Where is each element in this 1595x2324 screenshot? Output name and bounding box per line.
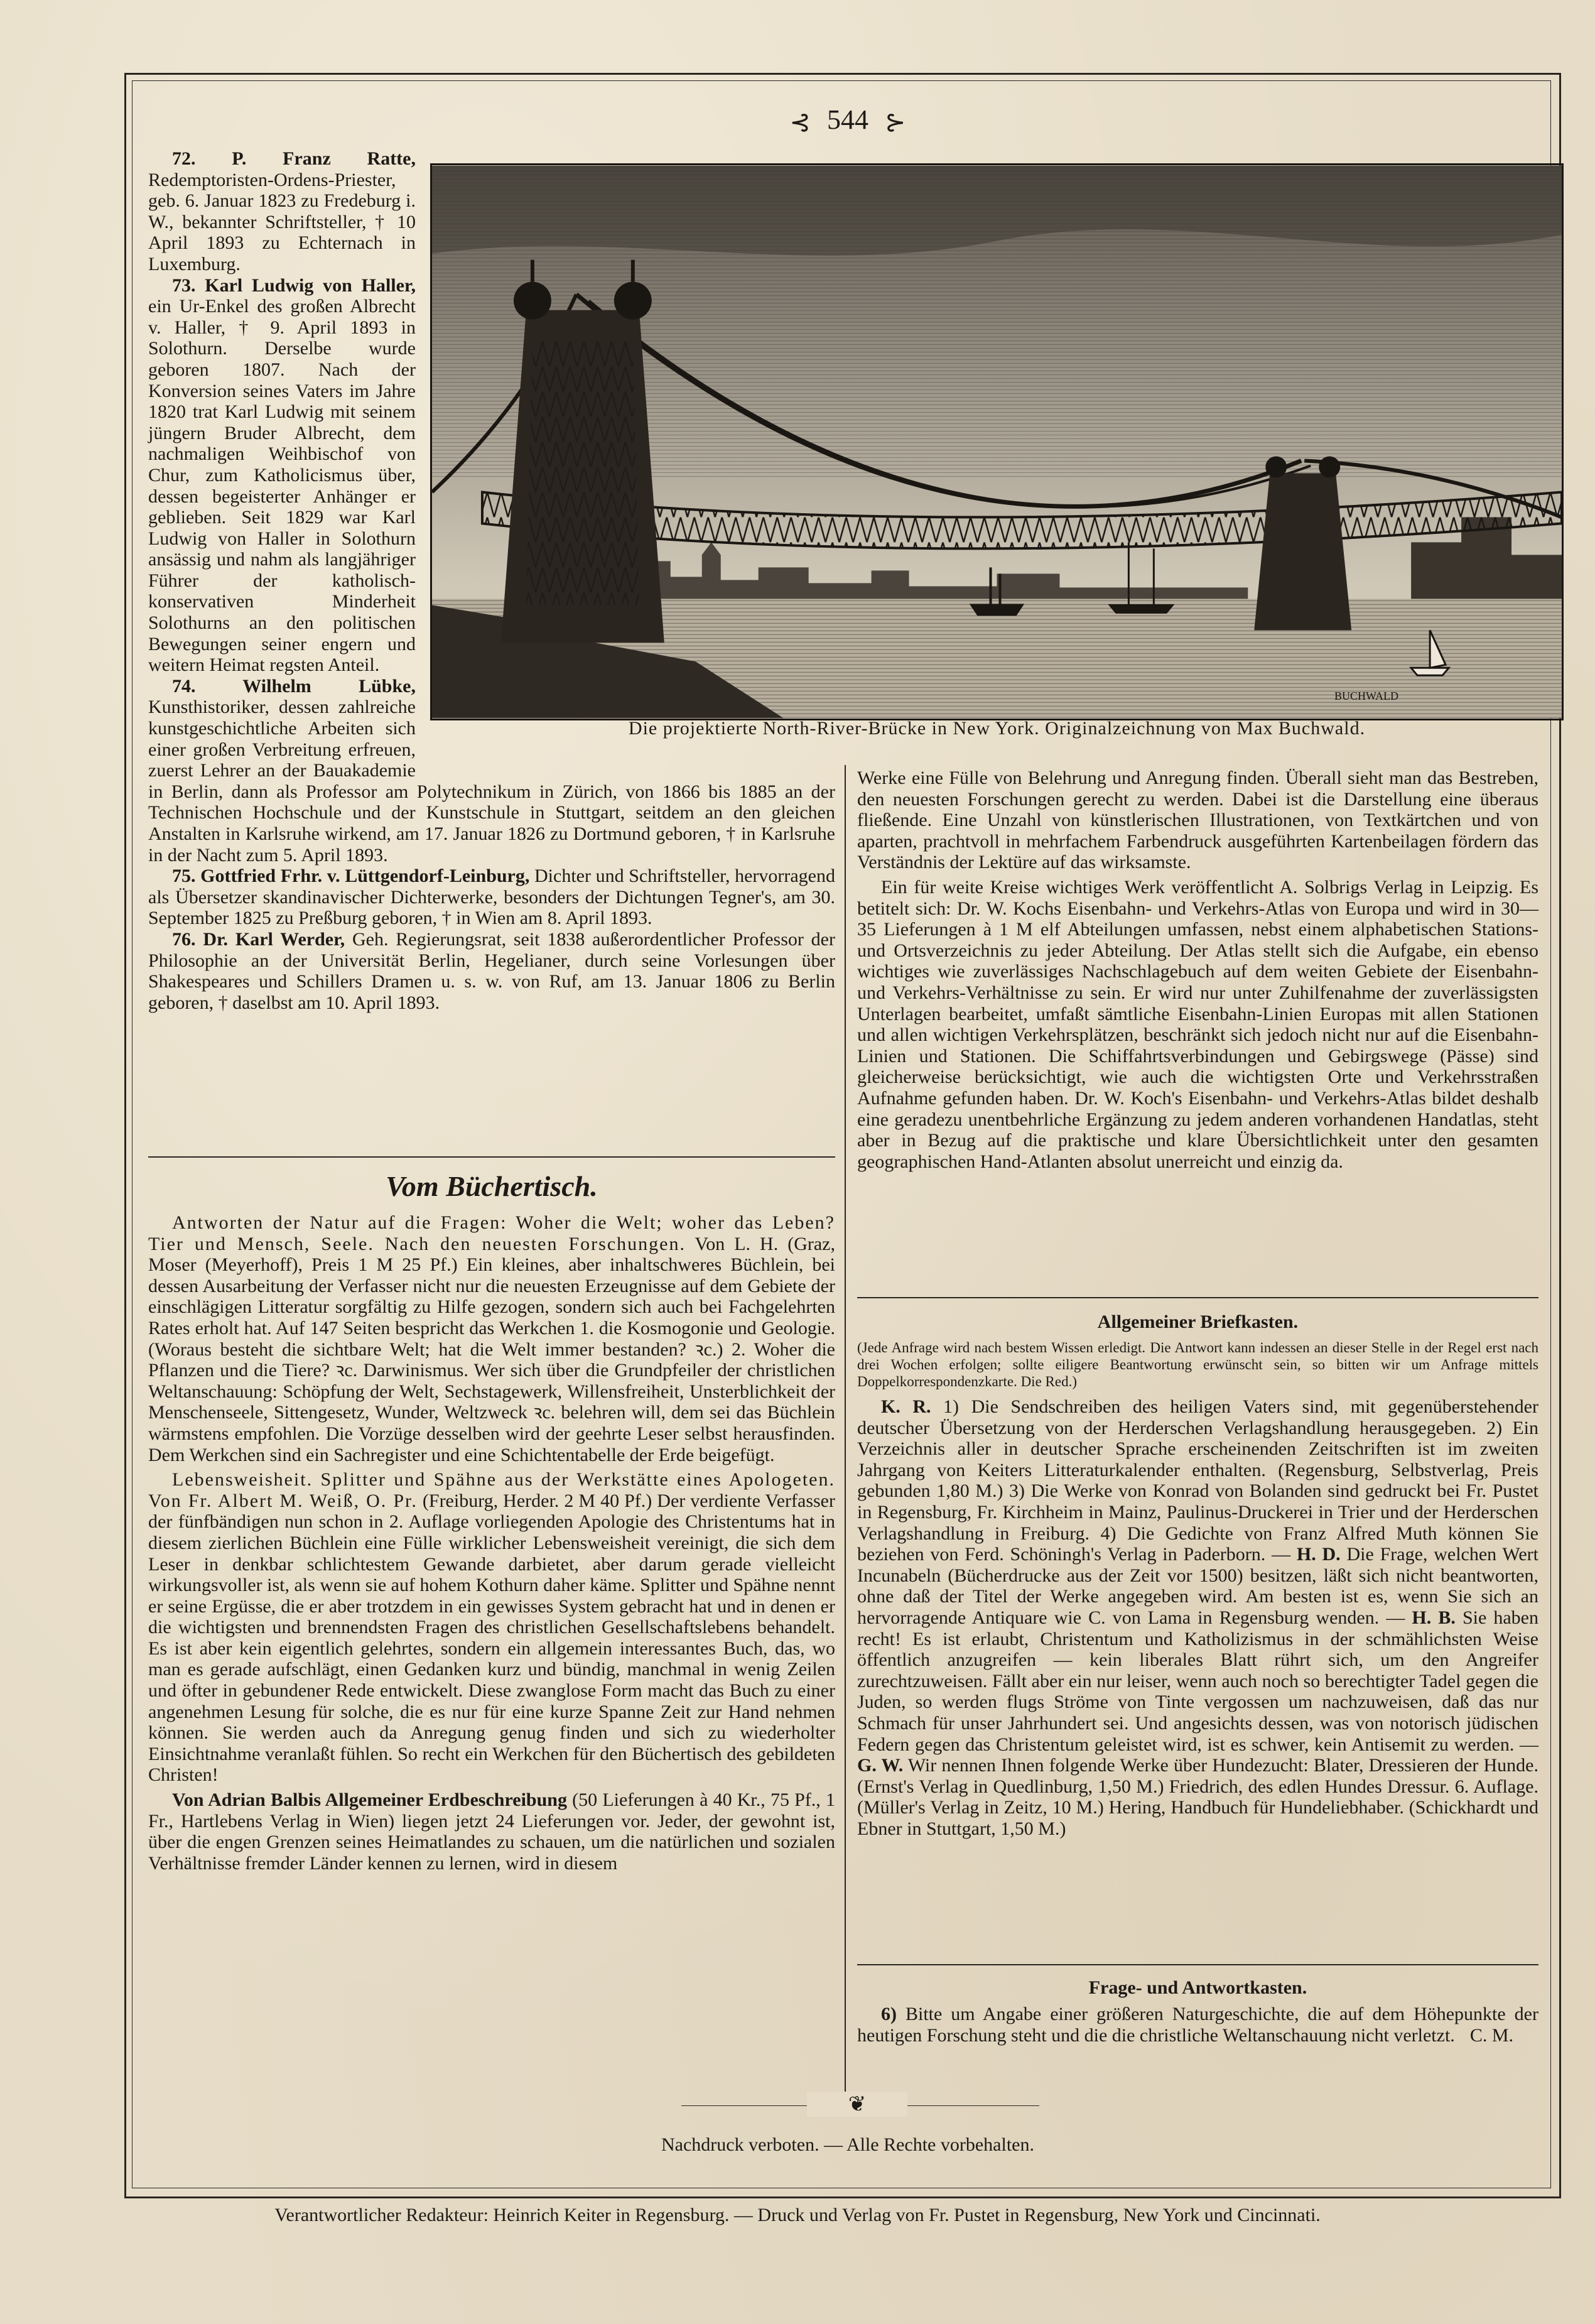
answer-recipient: H. B. bbox=[1412, 1607, 1456, 1628]
obituary-text: Kunsthistoriker, dessen zahlreiche kunstgeschichtliche Arbeiten sich einer großen Verbreitung erfreuen, zuerst Lehrer an der Bauakademie in Berlin, dann als Professor am Polytechnikum in Zürich, von 1866 bis 1885 an der Technischen Hochschule und der Kunstschule in Stuttgart, seitdem an den gleichen Anstalten in Karlsruhe wirkend, am 17. Januar 1826 zu Dortmund geboren, † in Karlsruhe in der Nacht zum 5. April 1893. bbox=[148, 697, 835, 866]
obituaries-section bbox=[148, 148, 835, 1013]
obituary-name: 72. P. Franz Ratte, bbox=[172, 148, 416, 169]
section-rule bbox=[148, 1156, 835, 1158]
book-reviews bbox=[148, 1212, 835, 1874]
obituary-text: Redemptoristen-Ordens-Priester, geb. 6. Januar 1823 zu Fredeburg i. W., bekannter Schriftsteller, † 10 April 1893 zu Echternach in Luxemburg. bbox=[148, 169, 416, 274]
end-ornament-icon: ❦ bbox=[807, 2092, 907, 2117]
obituary-text: Dichter und Schriftsteller, hervorragend als Übersetzer skandinavischer Dichterwerke, besonders der Dichtungen Tegner's, am 30. September 1825 zu Preßburg geboren, † in Wien am 8. April 1893. bbox=[148, 866, 835, 929]
column-divider bbox=[845, 765, 846, 2098]
section-rule bbox=[857, 1297, 1538, 1298]
review-continuation: Werke eine Fülle von Belehrung und Anregung finden. Überall sieht man das Bestreben, den neuesten Forschungen gerecht zu werden. Dabei ist die Darstellung eine überaus fließende. Eine Unzahl von künstlerischen Illustrationen, von Textkärtchen und von aparten, prachtvoll in mehrfachem Farbendruck ausgeführten Kartenbeilagen fördern das Verständnis der Lektüre auf das wirksamste. bbox=[857, 768, 1538, 873]
review-text: (50 Lieferungen à 40 Kr., 75 Pf., 1 Fr., Hartlebens Verlag in Wien) liegen jetzt 24 Lieferungen vor. Jeder, der gewohnt ist, über die engen Grenzen seines Heimatlandes zu schauen, um die natürlichen und sozialen Verhältnisse fremder Länder kennen zu lernen, wird in diesem bbox=[148, 1789, 835, 1874]
answer-recipient: G. W. bbox=[857, 1755, 904, 1776]
briefkasten-note: (Jede Anfrage wird nach bestem Wissen erledigt. Die Antwort kann indessen an dieser Stelle in der Regel erst nach drei Wochen erfolgen; sollte eiligere Beantwortung erwünscht sein, so bitten wir um Anfrage mittels Doppelkorrespondenzkarte. Die Red.) bbox=[857, 1340, 1538, 1389]
question-number: 6) bbox=[881, 2004, 897, 2024]
review-title: Antworten der Natur auf die Fragen: Woher die Welt; woher das Leben? Tier und Mensch, Seele. Nach den neuesten Forschungen. bbox=[148, 1212, 835, 1254]
illustration-caption: Die projektierte North-River-Brücke in New York. Originalzeichnung von Max Buchwald. bbox=[628, 718, 1366, 739]
fragekasten-section bbox=[857, 2004, 1538, 2046]
imprint-footer: Verantwortlicher Redakteur: Heinrich Keiter in Regensburg. — Druck und Verlag von Fr. Pustet in Regensburg, New York und Cincinnati. bbox=[274, 2205, 1321, 2225]
right-column-reviews bbox=[857, 768, 1538, 1172]
answer-recipient: H. D. bbox=[1296, 1544, 1341, 1565]
fragekasten-heading: Frage- und Antwortkasten. bbox=[1088, 1977, 1307, 1998]
section-rule bbox=[857, 1964, 1538, 1965]
question-signature: C. M. bbox=[1469, 2025, 1513, 2046]
buechertisch-heading: Vom Büchertisch. bbox=[386, 1170, 598, 1202]
review-antworten bbox=[148, 1212, 835, 1465]
obituary-75 bbox=[148, 866, 835, 929]
answer-text: 1) Die Sendschreiben des heiligen Vaters sind, mit gegenüberstehender deutscher Übersetzung von der Herderschen Verlagshandlung herausgegeben. 2) Ein Verzeichnis aller in deutscher Sprache erscheinenden Zeitschriften ist im zweiten Jahrgang von Keiters Litteraturkalender enthalten. (Regensburg, Selbstverlag, Preis gebunden 1,80 M.) 3) Die Werke von Konrad von Bolanden sind gedruckt bei Fr. Pustet in Regensburg, Fr. Kirchheim in Mainz, Paulinus-Druckerei in Trier und der Herderschen Verlagshandlung in Freiburg. 4) Die Gedichte von Franz Alfred Muth können Sie beziehen von Ferd. Schöningh's Verlag in Paderborn. — bbox=[857, 1396, 1538, 1565]
question-text: Bitte um Angabe einer größeren Naturgeschichte, die auf dem Höhepunkte der heutigen Forschung steht und die die christliche Weltanschauung nicht verletzt. bbox=[857, 2004, 1538, 2046]
ornament-left-icon: ⊰ bbox=[789, 108, 811, 137]
answer-recipient: K. R. bbox=[881, 1396, 931, 1417]
review-text: Von L. H. (Graz, Moser (Meyerhoff), Preis 1 M 25 Pf.) Ein kleines, aber inhaltschweres Büchlein, bei dessen Ausarbeitung der Verfasser nicht nur die neuesten Erzeugnisse auf dem Gebiete der einschlägigen Litteratur sorgfältig zu Hilfe gezogen, sondern sich auch bei Fachgelehrten Rates erholt hat. Auf 147 Seiten bespricht das Werkchen 1. die Kosmogonie und Geologie. (Woraus besteht die sichtbare Welt; hat die Welt immer bestanden? ꝛc.) 2. Woher die Pflanzen und die Tiere? ꝛc. Darwinismus. Wer sich über die Grundpfeiler der christlichen Weltanschauung: Schöpfung der Welt, Sechstagewerk, Willensfreiheit, Unsterblichkeit der Menschenseele, Sittengesetz, Wunder, Weltzweck ꝛc. belehren will, dem sei das Büchlein wärmstens empfohlen. Die Vorzüge desselben wird der geehrte Leser selbst herausfinden. Dem Werkchen sind ein Sachregister und eine Schichtentabelle der Erde beigefügt. bbox=[148, 1233, 835, 1465]
review-lebensweisheit bbox=[148, 1469, 835, 1786]
ornament-right-icon: ⊱ bbox=[885, 108, 906, 137]
obituary-name: 73. Karl Ludwig von Haller, bbox=[172, 274, 416, 296]
review-balbi bbox=[148, 1789, 835, 1874]
review-title: Lebensweisheit. Splitter und Spähne aus der Werkstätte eines Apologeten. Von Fr. Albert M. Weiß, O. Pr. bbox=[148, 1469, 835, 1511]
answer-text: Wir nennen Ihnen folgende Werke über Hundezucht: Blater, Dressieren der Hunde. (Ernst's Verlag in Quedlinburg, 1,50 M.) Friedrich, des edlen Hundes Dressur. 6. Auflage. (Müller's Verlag in Zeitz, 10 M.) Hering, Handbuch für Hundeliebhaber. (Schickhardt und Ebner in Stuttgart, 1,50 M.) bbox=[857, 1755, 1538, 1839]
answer-text: Sie haben recht! Es ist erlaubt, Christentum und Katholizismus in der schmählichsten Weise öffentlich anzugreifen — kein liberales Blatt rührt sich, um den Angreifer zurechtzuweisen. Fällt aber ein nur leiser, wenn auch noch so berechtigter Tadel gegen die Juden, so werden flugs Ströme von Tinte vergossen um nachzuweisen, daß das nur Schmach für unser Jahrhundert sei. Und angesichts dessen, was von notorisch jüdischen Federn gegen das Christentum geleistet wird, ist es schwer, kein Antisemit zu werden. — bbox=[857, 1607, 1538, 1755]
illustration-spacer bbox=[416, 148, 835, 776]
briefkasten-answers bbox=[857, 1396, 1538, 1839]
obituary-name: 76. Dr. Karl Werder, bbox=[172, 928, 345, 950]
obituary-text: ein Ur-Enkel des großen Albrecht v. Haller, † 9. April 1893 in Solothurn. Derselbe wurde geboren 1807. Nach der Konversion seines Vaters im Jahre 1820 trat Karl Ludwig mit seinem jüngern Bruder Albrecht, dem nachmaligen Weihbischof von Chur, zum Katholicismus über, dessen begeisterter Anhänger er geblieben. Seit 1829 war Karl Ludwig von Haller in Solothurn ansässig und nahm als langjähriger Führer der katholisch-konservativen Minderheit Solothurns an den politischen Bewegungen seiner engern und weitern Heimat regsten Anteil. bbox=[148, 296, 416, 676]
page-header bbox=[750, 104, 945, 137]
page-number: 544 bbox=[827, 104, 868, 135]
review-title: Von Adrian Balbis Allgemeiner Erdbeschreibung bbox=[172, 1789, 567, 1811]
question-6 bbox=[857, 2004, 1538, 2046]
obituary-text: Geh. Regierungsrat, seit 1838 außerordentlicher Professor der Philosophie an der Universität Berlin, Hegelianer, durch seine Vorlesungen über Shakespeares und Schillers Dramen u. s. w. von Ruf, am 13. Januar 1806 zu Berlin geboren, † daselbst am 10. April 1893. bbox=[148, 928, 835, 1013]
briefkasten-heading: Allgemeiner Briefkasten. bbox=[1097, 1311, 1299, 1332]
review-text: (Freiburg, Herder. 2 M 40 Pf.) Der verdiente Verfasser der fünfbändigen nun schon in 2. Auflage vorliegenden Apologie des Christentums hat in diesem zierlichen Büchlein eine Fülle wirklicher Lebensweisheit vereinigt, die sich dem Leser in denkbar schlichtestem Gewande darbietet, aber darum gerade vielleicht wirkungsvoller ist, als wenn sie auf hohem Kothurn daher käme. Splitter und Spähne nennt er seine Ergüsse, die er aber trotzdem in ein gewisses System gebracht hat und in denen er die wichtigsten und brennendsten Fragen des christlichen Gesellschaftslebens behandelt. Es ist aber kein eigentlich gelehrtes, sondern ein allgemein interessantes Buch, das, wo man es gerade aufschlägt, einen Gedanken kurz und bündig, manchmal in wenig Zeilen und öfter in gebundener Rede entwickelt. Diese zwanglose Form macht das Buch zu einer angenehmen Lesung für solche, die es nur für eine kurze Spanne Zeit zur Hand nehmen können. Sie werden auch da Anregung genug finden und sich zu wiederholter Einsichtnahme veranlaßt fühlen. So recht ein Werkchen für den Büchertisch des gebildeten Christen! bbox=[148, 1490, 835, 1786]
obituary-name: 75. Gottfried Frhr. v. Lüttgendorf-Leinburg, bbox=[172, 866, 530, 887]
artist-signature: BUCHWALD bbox=[1334, 690, 1398, 702]
reprint-notice: Nachdruck verboten. — Alle Rechte vorbehalten. bbox=[661, 2134, 1034, 2155]
obituary-name: 74. Wilhelm Lübke, bbox=[172, 675, 416, 697]
review-atlas: Ein für weite Kreise wichtiges Werk veröffentlicht A. Solbrigs Verlag in Leipzig. Es betitelt sich: Dr. W. Kochs Eisenbahn- und Verkehrs-Atlas von Europa und wird in 30—35 Lieferungen à 1 M elf Abteilungen umfassen, nebst einem alphabetischen Stations- und Ortsverzeichnis zu jeder Abteilung. Der Atlas stellt sich die Aufgabe, ein ebenso wichtiges wie zuverlässiges Nachschlagebuch auf dem weiten Gebiete der Eisenbahn- und Verkehrs-Verhältnisse zu sein. Er wird nur unter Zuhilfenahme der zuverlässigsten Unterlagen bearbeitet, umfaßt sämtliche Eisenbahn-Linien Europas mit allen Stationen und allen wichtigen Verkehrsplätzen, beschränkt sich jedoch nicht nur auf die Eisenbahn-Linien und Stationen. Die Schiffahrtsverbindungen und Gebirgswege (Pässe) sind gleicherweise berücksichtigt, wie auch die wichtigsten Orte und Verkehrsstraßen Aufnahme gefunden haben. Dr. W. Koch's Eisenbahn- und Verkehrs-Atlas bildet deshalb eine geradezu unentbehrliche Ergänzung zu jedem anderen vorhandenen Handatlas, steht aber in Bezug auf die praktische und klare Übersichtlichkeit unter den gesamten geographischen Hand-Atlanten absolut unerreicht und einzig da. bbox=[857, 876, 1538, 1172]
briefkasten-section bbox=[857, 1339, 1538, 1839]
answer-text: Die Frage, welchen Wert Incunabeln (Bücherdrucke aus der Zeit vor 1500) besitzen, läßt sich nicht beantworten, ohne daß der Titel der Werke angegeben wird. Am besten ist es, wenn Sie sich an hervorragende Antiquare wie C. von Lama in Regensburg wenden. — bbox=[857, 1544, 1538, 1628]
obituary-76 bbox=[148, 929, 835, 1013]
